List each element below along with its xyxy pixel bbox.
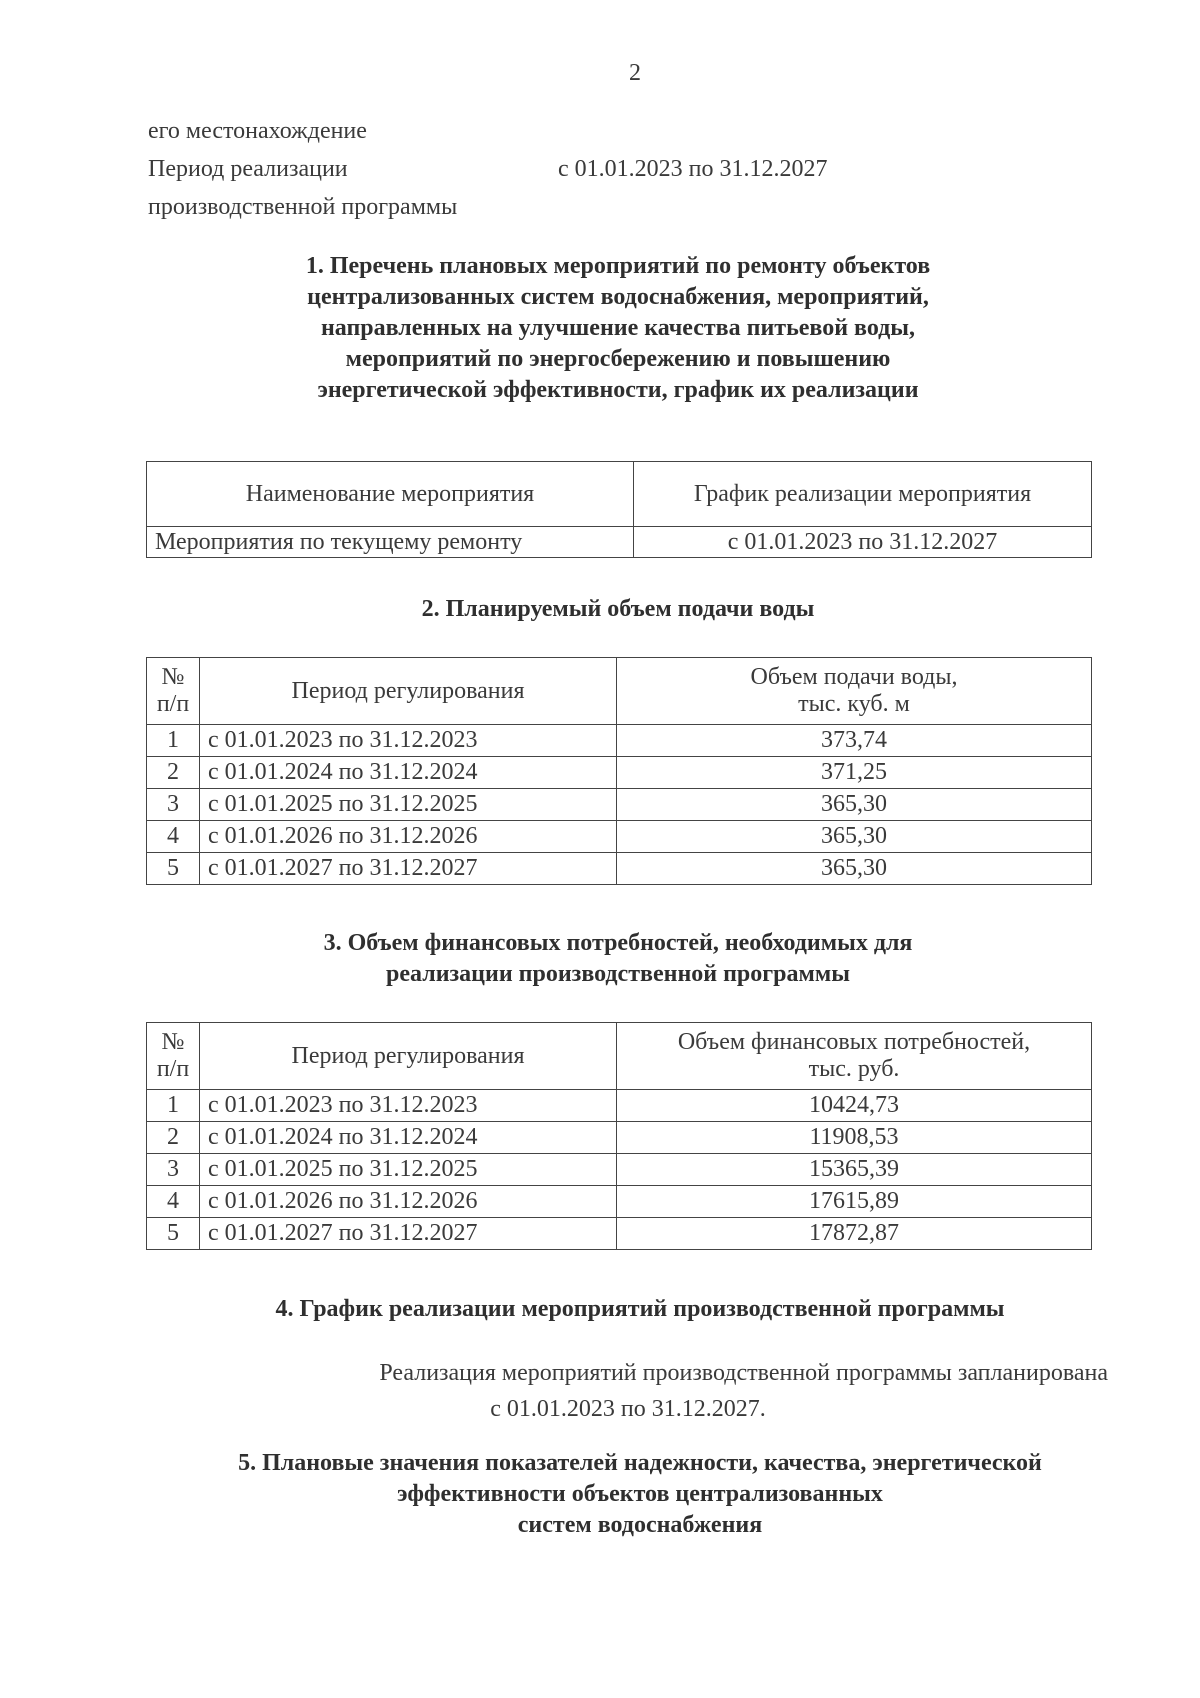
row-period: с 01.01.2027 по 31.12.2027: [200, 853, 617, 885]
row-value: 17615,89: [617, 1186, 1092, 1218]
section5-title: [148, 1448, 1132, 1541]
table-row: [147, 1122, 1092, 1154]
row-num: 1: [147, 725, 200, 757]
table-row: [147, 821, 1092, 853]
section4-text-line: с 01.01.2023 по 31.12.2027.: [490, 1396, 766, 1422]
section4-text-line: Реализация мероприятий производственной программы запланирована: [379, 1360, 1108, 1386]
section5-title-line: 5. Плановые значения показателей надежности, качества, энергетической: [238, 1450, 1042, 1476]
section3-title-line: 3. Объем финансовых потребностей, необходимых для: [323, 930, 913, 956]
water-volume-table: [146, 657, 1092, 885]
section1-title: [148, 251, 1088, 406]
section2-title: 2. Планируемый объем подачи воды: [421, 596, 815, 622]
header-num: [147, 1023, 200, 1090]
section3-title-line: реализации производственной программы: [386, 961, 850, 987]
section1-title-line: централизованных систем водоснабжения, мероприятий,: [307, 284, 929, 310]
table-row: [147, 527, 1092, 558]
table-row: [147, 1218, 1092, 1250]
table-row: [147, 1186, 1092, 1218]
header-num-line: п/п: [156, 1056, 190, 1082]
period-label-continued: производственной программы: [148, 194, 458, 220]
table-row: [147, 1090, 1092, 1122]
table-row: [147, 853, 1092, 885]
header-volume-line: тыс. куб. м: [798, 691, 910, 717]
row-num: 1: [147, 1090, 200, 1122]
row-num: 2: [147, 757, 200, 789]
measure-schedule-cell: с 01.01.2023 по 31.12.2027: [634, 527, 1092, 558]
section5-title-line: эффективности объектов централизованных: [397, 1481, 883, 1507]
header-measure-name: Наименование мероприятия: [147, 462, 634, 527]
row-num: 4: [147, 1186, 200, 1218]
header-num-line: №: [161, 664, 185, 690]
header-period: Период регулирования: [200, 1023, 617, 1090]
section1-title-line: энергетической эффективности, график их реализации: [317, 377, 919, 403]
row-period: с 01.01.2023 по 31.12.2023: [200, 1090, 617, 1122]
row-period: с 01.01.2024 по 31.12.2024: [200, 757, 617, 789]
row-value: 365,30: [617, 821, 1092, 853]
header-period: Период регулирования: [200, 658, 617, 725]
header-financial-volume: [617, 1023, 1092, 1090]
period-row: [148, 150, 1048, 188]
table-row: [147, 757, 1092, 789]
section4-paragraph: [148, 1355, 1108, 1427]
header-financial-line: Объем финансовых потребностей,: [677, 1029, 1031, 1055]
row-period: с 01.01.2023 по 31.12.2023: [200, 725, 617, 757]
row-value: 15365,39: [617, 1154, 1092, 1186]
row-value: 365,30: [617, 853, 1092, 885]
table-header-row: [147, 462, 1092, 527]
row-value: 365,30: [617, 789, 1092, 821]
header-financial-line: тыс. руб.: [808, 1056, 900, 1082]
row-period: с 01.01.2027 по 31.12.2027: [200, 1218, 617, 1250]
row-value: 10424,73: [617, 1090, 1092, 1122]
section3-title: [148, 928, 1088, 990]
location-line: его местонахождение: [148, 118, 367, 144]
period-label: Период реализации: [148, 156, 348, 182]
header-measure-schedule: График реализации мероприятия: [634, 462, 1092, 527]
measure-name-cell: Мероприятия по текущему ремонту: [147, 527, 634, 558]
row-period: с 01.01.2026 по 31.12.2026: [200, 821, 617, 853]
header-num: [147, 658, 200, 725]
section1-title-line: мероприятий по энергосбережению и повышению: [345, 346, 891, 372]
table-header-row: [147, 658, 1092, 725]
row-period: с 01.01.2026 по 31.12.2026: [200, 1186, 617, 1218]
header-num-line: п/п: [156, 691, 190, 717]
row-num: 5: [147, 853, 200, 885]
section1-title-line: 1. Перечень плановых мероприятий по ремонту объектов: [305, 253, 931, 279]
table-row: [147, 789, 1092, 821]
financial-needs-table: [146, 1022, 1092, 1250]
row-period: с 01.01.2025 по 31.12.2025: [200, 1154, 617, 1186]
period-value: с 01.01.2023 по 31.12.2027: [558, 156, 828, 182]
measures-table: [146, 461, 1092, 558]
header-volume: [617, 658, 1092, 725]
header-volume-line: Объем подачи воды,: [750, 664, 958, 690]
row-num: 3: [147, 1154, 200, 1186]
row-value: 373,74: [617, 725, 1092, 757]
table-row: [147, 1154, 1092, 1186]
section4-title: 4. График реализации мероприятий производственной программы: [275, 1296, 1005, 1322]
intro-block: [148, 112, 1048, 226]
row-period: с 01.01.2025 по 31.12.2025: [200, 789, 617, 821]
row-num: 2: [147, 1122, 200, 1154]
row-value: 371,25: [617, 757, 1092, 789]
row-num: 3: [147, 789, 200, 821]
row-value: 11908,53: [617, 1122, 1092, 1154]
row-num: 4: [147, 821, 200, 853]
header-num-line: №: [161, 1029, 185, 1055]
row-num: 5: [147, 1218, 200, 1250]
table-header-row: [147, 1023, 1092, 1090]
table-row: [147, 725, 1092, 757]
section5-title-line: систем водоснабжения: [517, 1512, 763, 1538]
row-value: 17872,87: [617, 1218, 1092, 1250]
page-number: 2: [629, 60, 641, 86]
row-period: с 01.01.2024 по 31.12.2024: [200, 1122, 617, 1154]
section1-title-line: направленных на улучшение качества питьевой воды,: [320, 315, 916, 341]
